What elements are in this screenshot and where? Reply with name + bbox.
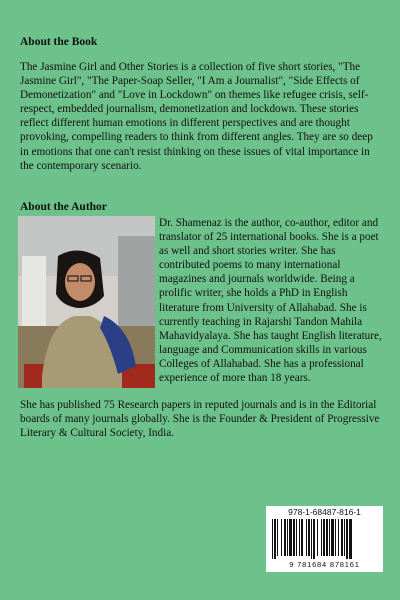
about-author-text-beside-photo: Dr. Shamenaz is the author, co-author, editor and translator of 25 international books. She is a poet as well and short stories writer. She has contributed poems to many international magazines and journals worldwide. Being a prolific writer, she holds a PhD in English literature from University of Allahabad. She is currently teaching in Rajarshi Tandon Mahila Mahavidyalaya. She has taught English literature, language and Communication skills in various Colleges of Allahabad. She has a professional experience of more than 18 years. bbox=[159, 217, 382, 385]
barcode-bar bbox=[323, 519, 325, 556]
about-author-text-below-photo: She has published 75 Research papers in reputed journals and is in the Editorial boards of many journals globally. She is the Founder & President of Progressive Literary & Cultural Society, India. bbox=[20, 399, 380, 440]
barcode-digits: 9 781684 878161 bbox=[289, 560, 360, 569]
barcode-bar bbox=[284, 519, 286, 556]
barcode-bar bbox=[349, 519, 352, 559]
barcode-bar bbox=[321, 519, 322, 556]
barcode-bar bbox=[272, 519, 273, 559]
barcode-bar bbox=[281, 519, 282, 556]
barcode-bar bbox=[289, 519, 292, 556]
about-book-text: The Jasmine Girl and Other Stories is a collection of five short stories, "The Jasmine Girl", "The Paper-Soap Seller, "I Am a Journalist", "Side Effects of Demonetization" and "Love in Lockdown" on themes like refugee crisis, self-respect, embedded journalism, demonetization and lockdown. These stories reflect different human emotions in different perspectives and are thought provoking, compelling readers to think from different angles. They are so deep in emotions that one can't resist thinking on these issues of vital importance in the contemporary scenario. bbox=[20, 61, 373, 172]
barcode-bar bbox=[277, 519, 278, 556]
barcode-bar bbox=[344, 519, 345, 556]
barcode-bar bbox=[341, 519, 343, 556]
barcode-bar bbox=[301, 519, 303, 556]
barcode-bar bbox=[317, 519, 318, 556]
barcode-bar bbox=[274, 519, 276, 559]
barcode-bar bbox=[306, 519, 307, 556]
barcode-bar bbox=[331, 519, 334, 556]
barcode-bar bbox=[287, 519, 288, 556]
barcode-bar bbox=[293, 519, 295, 556]
isbn-number: 978-1-68487-816-1 bbox=[288, 507, 361, 517]
barcode-bar bbox=[299, 519, 300, 556]
isbn-barcode bbox=[266, 506, 383, 572]
barcode-bar bbox=[313, 519, 315, 559]
author-photo bbox=[18, 216, 155, 388]
barcode-bar bbox=[335, 519, 336, 556]
about-author-heading: About the Author bbox=[20, 201, 107, 213]
barcode-bar bbox=[308, 519, 310, 556]
barcode-bar bbox=[338, 519, 339, 556]
barcode-bar bbox=[296, 519, 297, 556]
barcode-bar bbox=[329, 519, 330, 556]
barcode-bar bbox=[346, 519, 348, 559]
about-book-heading: About the Book bbox=[20, 36, 98, 48]
barcode-bar bbox=[311, 519, 312, 559]
barcode-bars bbox=[272, 519, 377, 559]
barcode-bar bbox=[326, 519, 328, 556]
